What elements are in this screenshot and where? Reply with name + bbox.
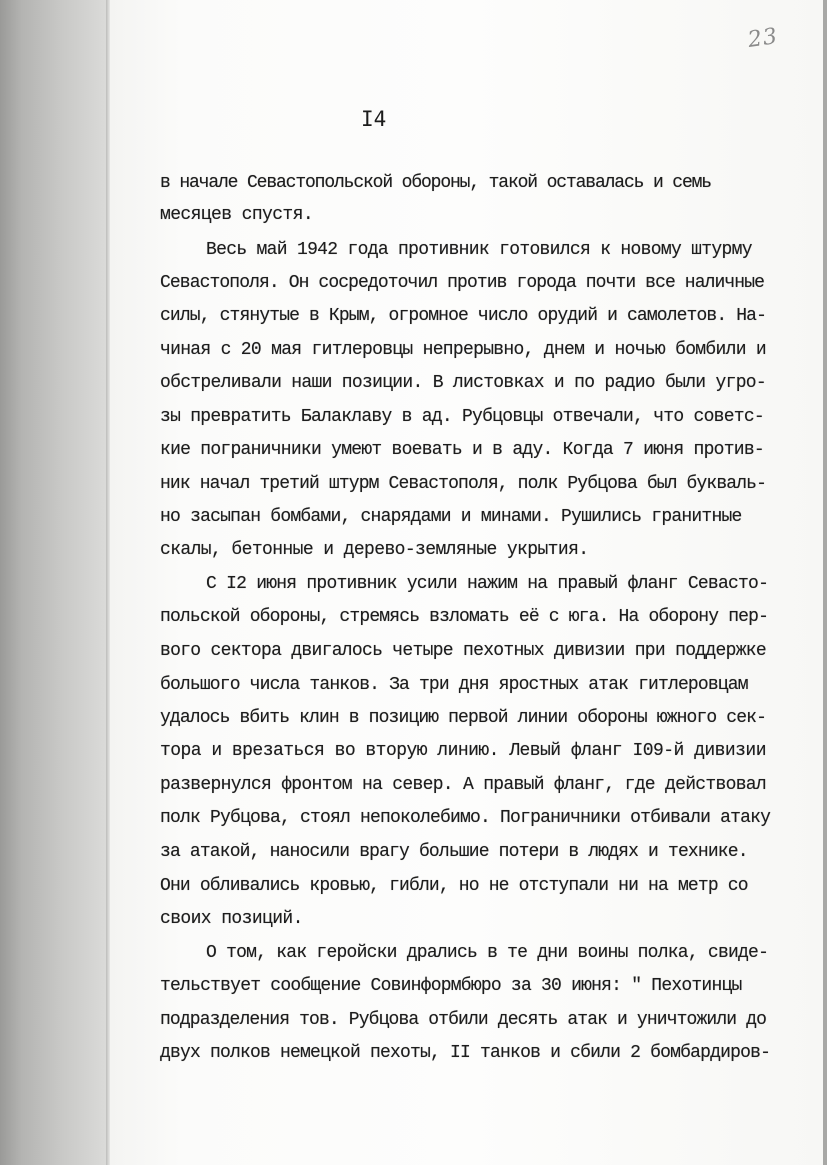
text-line: чиная с 20 мая гитлеровцы непрерывно, днем и ночью бомбили и bbox=[160, 340, 767, 360]
text-line: удалось вбить клин в позицию первой линии обороны южного сек- bbox=[160, 708, 767, 728]
page-number: I4 bbox=[361, 107, 387, 131]
text-line: обстреливали наши позиции. В листовках и по радио были угро- bbox=[160, 373, 767, 393]
text-line: большого числа танков. За три дня яростных атак гитлеровцам bbox=[160, 675, 748, 695]
text-line: своих позиций. bbox=[160, 909, 303, 929]
text-line: С I2 июня противник усили нажим на правый фланг Севасто- bbox=[206, 574, 769, 594]
text-line: но засыпан бомбами, снарядами и минами. Рушились гранитные bbox=[160, 507, 742, 527]
text-line: развернулся фронтом на север. А правый фланг, где действовал bbox=[160, 775, 767, 795]
text-line: скалы, бетонные и дерево-земляные укрытия. bbox=[160, 540, 589, 560]
text-line: тельствует сообщение Совинформбюро за 30 июня: " Пехотинцы bbox=[160, 976, 742, 996]
text-line: подразделения тов. Рубцова отбили десять атак и уничтожили до bbox=[160, 1010, 767, 1030]
text-line: силы, стянутые в Крым, огромное число орудий и самолетов. На- bbox=[160, 306, 767, 326]
text-line: ник начал третий штурм Севастополя, полк Рубцова был букваль- bbox=[160, 474, 767, 494]
text-line: О том, как геройски дрались в те дни воины полка, свиде- bbox=[206, 943, 769, 963]
text-line: вого сектора двигалось четыре пехотных дивизии при поддержке bbox=[160, 641, 767, 661]
text-line: полк Рубцова, стоял непоколебимо. Пограничники отбивали атаку bbox=[160, 808, 771, 828]
text-line: месяцев спустя. bbox=[160, 205, 314, 225]
text-line: польской обороны, стремясь взломать её с юга. На оборону пер- bbox=[160, 607, 769, 627]
text-line: в начале Севастопольской обороны, такой оставалась и семь bbox=[160, 173, 711, 193]
text-line: Севастополя. Он сосредоточил против города почти все наличные bbox=[160, 273, 765, 293]
text-line: двух полков немецкой пехоты, II танков и сбили 2 бомбардиров- bbox=[160, 1043, 771, 1063]
text-line: Они обливались кровью, гибли, но не отступали ни на метр со bbox=[160, 876, 748, 896]
text-line: зы превратить Балаклаву в ад. Рубцовцы отвечали, что советс- bbox=[160, 407, 764, 427]
text-line: за атакой, наносили врагу большие потери в людях и технике. bbox=[160, 842, 748, 862]
text-line: тора и врезаться во вторую линию. Левый фланг I09-й дивизии bbox=[160, 741, 766, 761]
text-line: Весь май 1942 года противник готовился к новому штурму bbox=[206, 240, 752, 260]
text-line: кие пограничники умеют воевать и в аду. Когда 7 июня против- bbox=[160, 440, 764, 460]
handwritten-folio-number: 23 bbox=[746, 24, 780, 53]
